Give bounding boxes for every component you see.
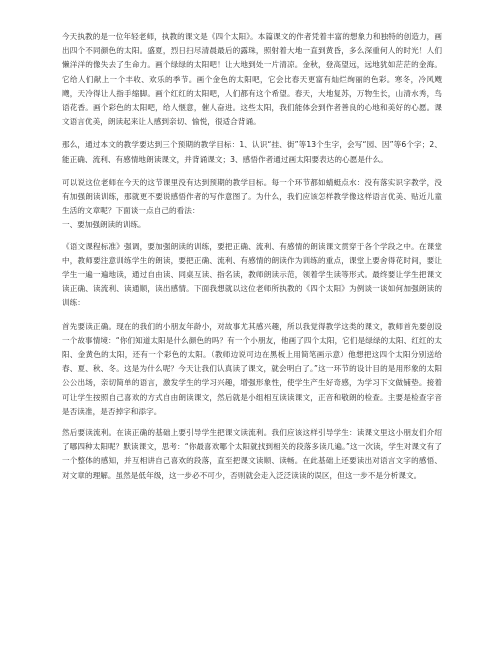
document-page	[62, 30, 442, 483]
paragraph-intro: 今天执教的是一位年轻老师，执教的课文是《四个太阳》。本篇课文的作者凭着丰富的想象力和独特的创造力，画出四个不同颜色的太阳。盛夏，烈日扫尽清晨最后的露珠，照射着大地一直到黄昏，多么深重何人的时光！人们懒洋洋的像失去了生命力。画个绿绿的太阳吧！让大地到处一片清凉。金秋，登高望远，远地犹如茫茫的金海。它给人们献上一个丰收、欢乐的季节。画个金色的太阳吧，它会比春天更富有灿烂绚丽的色彩。寒冬，冷风飕飕，天冷得让人指手缩脚。画个红红的太阳吧，人们都有这个希望。春天，大地复苏，万物生长，山清水秀，鸟语花香。画个彩色的太阳吧，给人惬意，催人奋进。这些太阳，我们能体会到作者善良的心地和美好的心愿。课文语言优美，朗读起来让人感到亲切、愉悦，很适合背诵。	[62, 32, 442, 127]
paragraph-read-correctly: 首先要读正确。现在的我们的小朋友年龄小，对故事尤其感兴趣，所以我觉得教学这类的课文，教师首先要创设一个故事情境：“你们知道太阳是什么颜色的吗？有一个小朋友，他画了四个太阳，它们是绿绿的太阳、红红的太阳、金黄色的太阳，还有一个彩色的太阳。（教师边说可边在黑板上用简笔画示意）他想把这四个太阳分别送给春、夏、秋、冬。这是为什么呢？今天让我们认真读了课文，就会明白了。”这一环节的设计目的是用形象的太阳公公出场，亲切简单的语言，激发学生的学习兴趣，增强形象性，使学生产生好奇感，为学习下文做铺垫。接着可让学生按照自己喜欢的方式自由朗读课文，然后就是小组相互读读课文，正音和敬朗的检查。主要是检查字音是否读准，是否掉字和添字。	[62, 321, 442, 416]
section-heading: 一、要加强朗读的训练。	[62, 220, 146, 230]
paragraph-standards: 《语文课程标准》强调，要加强朗读的训练，要把正确、流利、有感情的朗读课文贯穿于各个学段之中。在课堂中，教师要注意训练学生的朗读，要把正确、流利、有感情的朗读作为训练的重点，课堂上要舍得花时间，要让学生一遍一遍地读，通过自由读、同桌互读、指名读，教师朗读示范，领着学生读等形式。最终要让学生把课文读正确、读流利、读通顺，读出感情。下面我想就以这位老师所执教的《四个太阳》为例谈一谈如何加强朗读的训练：	[62, 241, 442, 308]
paragraph-read-fluently: 然后要读流利。在读正确的基础上要引导学生把课文读流利。我们应该这样引导学生：读课文里这小朋友们介绍了哪四种太阳呢？默读课文，思考：“你最喜欢哪个太阳就找到相关的段落多读几遍。”这一次读，学生对课文有了一个整体的感知，并互相讲自己喜欢的段落，直至把课文读顺、读畅。在此基础上还要读出对语言文字的感悟、对文章的理解。虽然是低年级，这一步必不可少，否则就会走入泛泛读读的误区，但这一步不是分析课文。	[62, 428, 442, 480]
paragraph-critique: 可以说这位老师在今天的这节课里没有达到预期的教学目标。每一个环节都如蜻蜓点水：没有落实识字教学，没有加强朗读训练，那就更不要说感悟作者的写作意图了。为什么，我们应该怎样教学像这样语言优美、贴近儿童生活的文章呢？下面谈一点自己的看法：	[62, 177, 442, 216]
paragraph-goals: 那么，通过本文的教学要达到三个预期的教学目标：1、认识“挂、街”等13个生字，会写“园、因”等6个字；2、能正确、流利、有感情地朗读课文，并背诵课文；3、感悟作者通过画太阳要表达的心愿是什么。	[62, 140, 442, 164]
